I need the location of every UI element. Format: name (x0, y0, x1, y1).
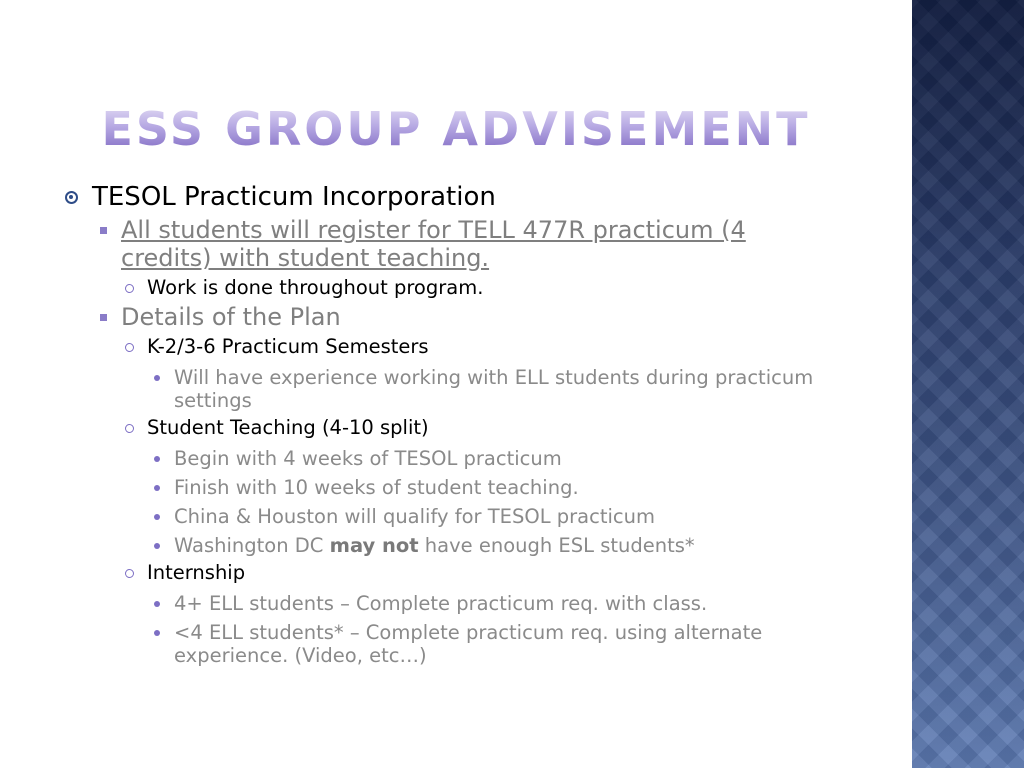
target-bullet-icon (62, 180, 80, 214)
work-note: Work is done throughout program. (147, 276, 484, 299)
bullet-level2 (62, 303, 842, 331)
internship-heading: Internship (147, 561, 246, 584)
slide-content (62, 180, 842, 667)
k2-point: Will have experience working with ELL students during practicum settings (174, 366, 814, 412)
bullet-level4 (62, 534, 842, 557)
bullet-level3 (62, 334, 842, 360)
square-bullet-icon (96, 216, 110, 244)
dot-bullet-icon (150, 505, 164, 528)
bullet-level4 (62, 366, 842, 412)
intern-point-2: <4 ELL students* – Complete practicum req. using alternate experience. (Video, etc…) (174, 621, 763, 667)
bullet-level4 (62, 621, 842, 667)
k2-heading: K-2/3-6 Practicum Semesters (147, 335, 429, 358)
st-point-4-post: have enough ESL students* (418, 534, 695, 557)
dot-bullet-icon (150, 366, 164, 389)
heading-text: TESOL Practicum Incorporation (92, 182, 496, 212)
square-bullet-icon (96, 303, 110, 331)
dot-bullet-icon (150, 534, 164, 557)
st-point-1: Begin with 4 weeks of TESOL practicum (174, 447, 562, 470)
st-point-4 (174, 534, 842, 557)
register-link[interactable]: All students will register for TELL 477R practicum (4 credits) with student teaching. (121, 216, 746, 272)
st-point-4-pre: Washington DC (174, 534, 330, 557)
ring-bullet-icon (122, 334, 136, 360)
slide-title: ESS GROUP ADVISEMENT (0, 102, 912, 156)
bullet-level3 (62, 415, 842, 441)
bullet-level1 (62, 180, 842, 214)
intern-point-1: 4+ ELL students – Complete practicum req. with class. (174, 592, 708, 615)
bullet-level4 (62, 476, 842, 499)
ring-bullet-icon (122, 275, 136, 301)
st-point-4-emphasis: may not (329, 534, 419, 557)
dot-bullet-icon (150, 476, 164, 499)
decorative-sidebar (912, 0, 1024, 768)
dot-bullet-icon (150, 621, 164, 644)
st-point-2: Finish with 10 weeks of student teaching. (174, 476, 579, 499)
dot-bullet-icon (150, 592, 164, 615)
ring-bullet-icon (122, 560, 136, 586)
bullet-level3 (62, 560, 842, 586)
bullet-level2 (62, 216, 842, 272)
st-point-3: China & Houston will qualify for TESOL practicum (174, 505, 655, 528)
bullet-level4 (62, 592, 842, 615)
student-teaching-heading: Student Teaching (4-10 split) (147, 416, 429, 439)
ring-bullet-icon (122, 415, 136, 441)
bullet-level4 (62, 447, 842, 470)
dot-bullet-icon (150, 447, 164, 470)
bullet-level3 (62, 275, 842, 301)
bullet-level4 (62, 505, 842, 528)
details-heading: Details of the Plan (121, 303, 341, 331)
